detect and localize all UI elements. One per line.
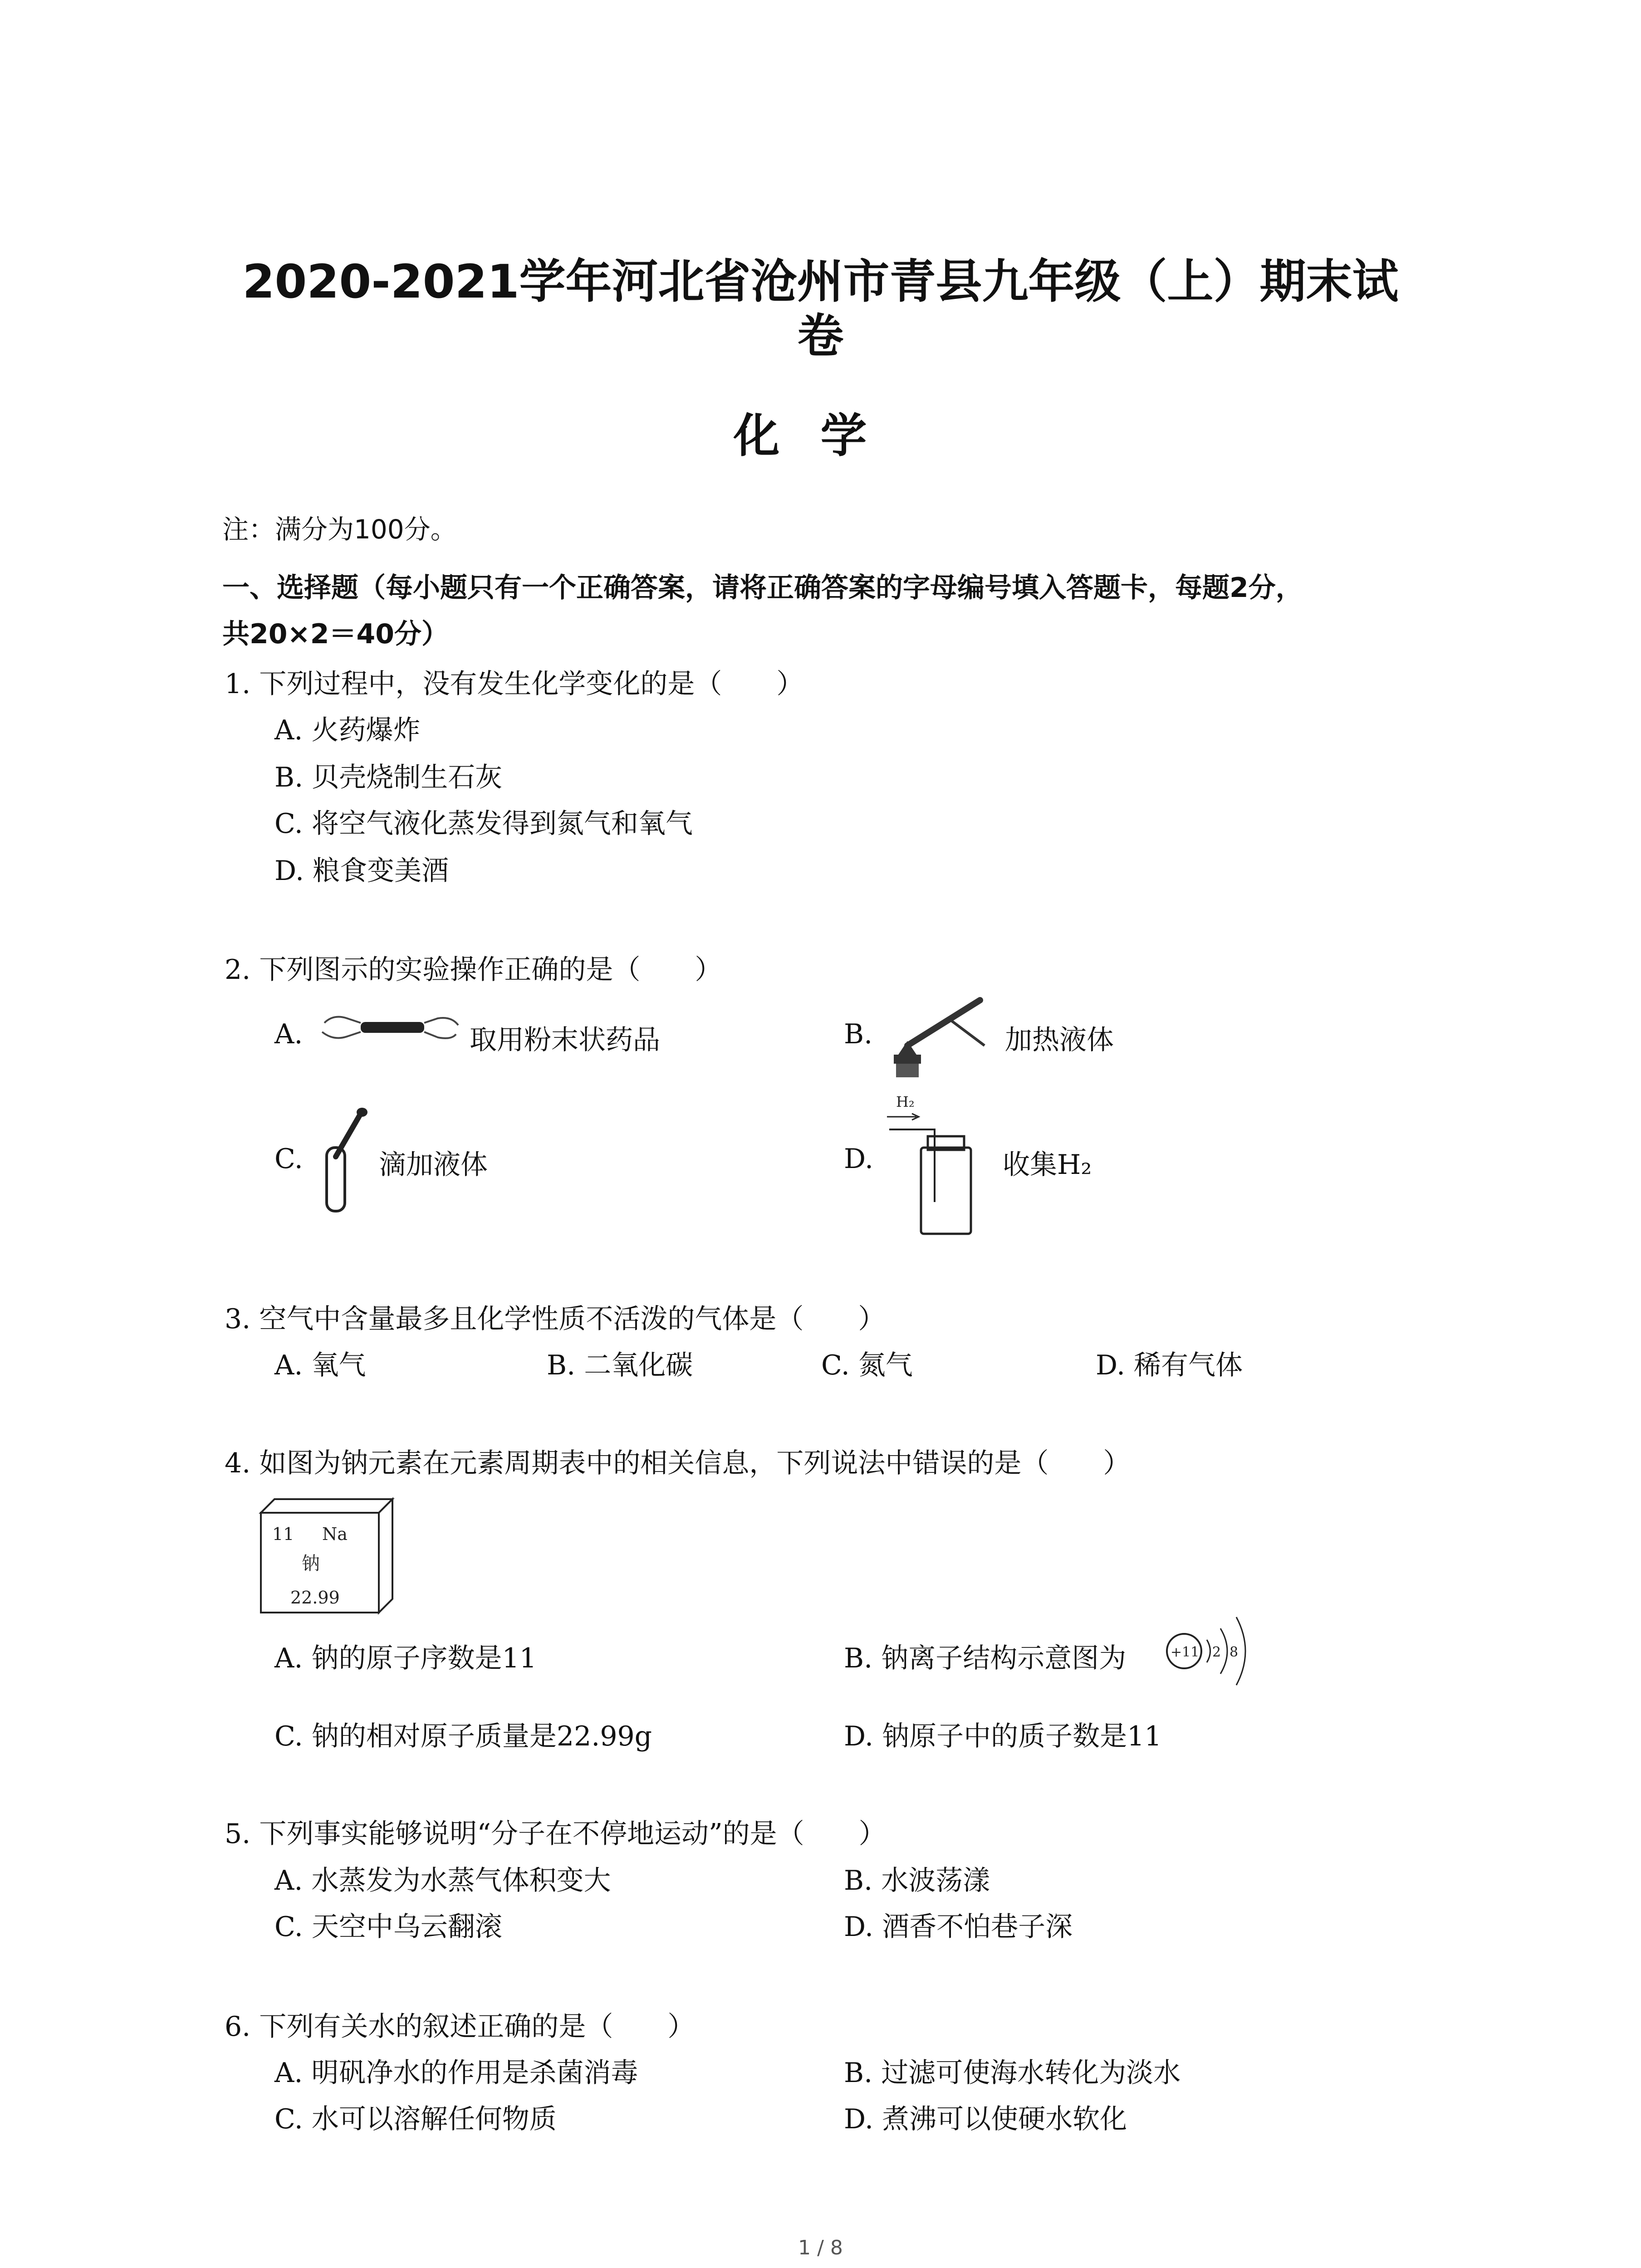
question-2-stem: 2. 下列图示的实验操作正确的是（ ） — [225, 954, 722, 986]
q4-option-a: A. 钠的原子序数是11 — [274, 1642, 537, 1674]
q6-option-c: C. 水可以溶解任何物质 — [274, 2103, 557, 2135]
ion-nucleus: +11 — [1171, 1644, 1200, 1660]
q2-option-b-text: 加热液体 — [1005, 1024, 1114, 1056]
q3-option-c: C. 氮气 — [821, 1349, 913, 1381]
element-mass: 22.99 — [290, 1588, 340, 1608]
section-heading-line2: 共20×2＝40分） — [222, 618, 449, 650]
page-number: 1 / 8 — [798, 2236, 843, 2259]
section-heading-line1: 一、选择题（每小题只有一个正确答案，请将正确答案的字母编号填入答题卡，每题2分， — [222, 572, 1303, 604]
ion-shell-2: 8 — [1230, 1644, 1239, 1660]
q5-option-d: D. 酒香不怕巷子深 — [844, 1911, 1073, 1943]
q6-option-d: D. 煮沸可以使硬水软化 — [844, 2103, 1127, 2135]
subject-heading: 化学 — [733, 409, 908, 463]
q2-option-c-text: 滴加液体 — [379, 1149, 488, 1181]
element-name: 钠 — [302, 1553, 320, 1574]
q3-option-b: B. 二氧化碳 — [547, 1349, 693, 1381]
dropper-icon — [313, 1107, 372, 1216]
q2-option-b-letter: B. — [844, 1018, 873, 1050]
q3-option-a: A. 氧气 — [274, 1349, 366, 1381]
question-5-stem: 5. 下列事实能够说明“分子在不停地运动”的是（ ） — [225, 1818, 886, 1850]
q6-option-b: B. 过滤可使海水转化为淡水 — [844, 2057, 1181, 2089]
element-cell-sodium — [256, 1495, 402, 1617]
heating-tube-icon — [889, 991, 994, 1082]
q2-option-a-letter: A. — [274, 1018, 303, 1050]
powder-tube-icon — [320, 1005, 460, 1059]
page-title-line2: 卷 — [797, 309, 844, 363]
page-title-line1: 2020-2021学年河北省沧州市青县九年级（上）期末试 — [242, 255, 1399, 309]
q5-option-c: C. 天空中乌云翻滚 — [274, 1911, 502, 1943]
question-3-stem: 3. 空气中含量最多且化学性质不活泼的气体是（ ） — [225, 1303, 886, 1335]
q5-option-a: A. 水蒸发为水蒸气体积变大 — [274, 1865, 611, 1897]
q2-option-a-text: 取用粉末状药品 — [470, 1024, 660, 1056]
ion-shell-1: 2 — [1212, 1644, 1221, 1660]
sodium-ion-diagram-icon — [1161, 1613, 1252, 1690]
q1-option-c: C. 将空气液化蒸发得到氮气和氧气 — [274, 808, 693, 840]
q2-option-d-text: 收集H₂ — [1003, 1149, 1092, 1181]
question-1-stem: 1. 下列过程中，没有发生化学变化的是（ ） — [225, 668, 804, 700]
q5-option-b: B. 水波荡漾 — [844, 1865, 990, 1897]
q3-option-d: D. 稀有气体 — [1096, 1349, 1243, 1381]
score-note: 注：满分为100分。 — [222, 514, 457, 545]
q4-option-b: B. 钠离子结构示意图为 — [844, 1642, 1127, 1674]
gas-bottle-icon — [885, 1089, 994, 1238]
q1-option-b: B. 贝壳烧制生石灰 — [274, 762, 503, 793]
q2-option-c-letter: C. — [274, 1143, 303, 1175]
q6-option-a: A. 明矾净水的作用是杀菌消毒 — [274, 2057, 638, 2089]
question-6-stem: 6. 下列有关水的叙述正确的是（ ） — [225, 2011, 695, 2043]
q4-option-d: D. 钠原子中的质子数是11 — [844, 1721, 1162, 1752]
q1-option-a: A. 火药爆炸 — [274, 714, 421, 746]
gas-label: H₂ — [896, 1093, 915, 1110]
q2-option-d-letter: D. — [844, 1143, 874, 1175]
q1-option-d: D. 粮食变美酒 — [274, 855, 449, 887]
element-symbol: Na — [322, 1524, 348, 1544]
question-4-stem: 4. 如图为钠元素在元素周期表中的相关信息，下列说法中错误的是（ ） — [225, 1447, 1131, 1479]
q4-option-c: C. 钠的相对原子质量是22.99g — [274, 1721, 652, 1752]
element-number: 11 — [272, 1524, 294, 1544]
